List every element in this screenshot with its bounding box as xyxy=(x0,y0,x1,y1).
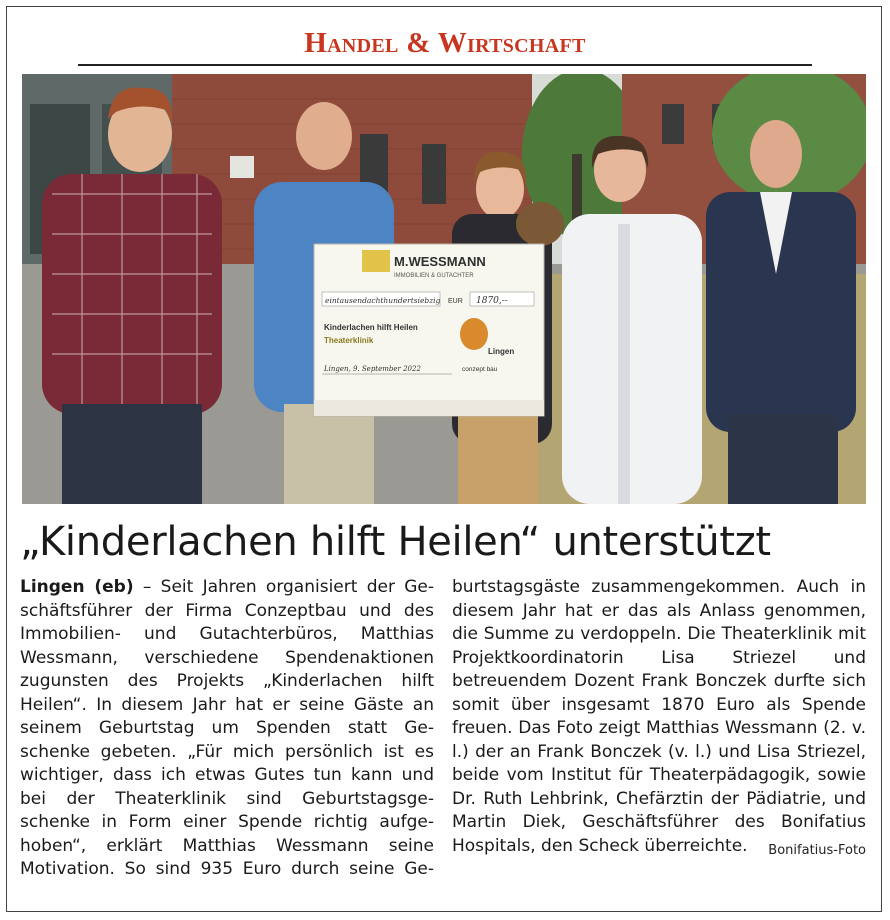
article-lead: Lingen (eb) xyxy=(20,577,134,597)
check-recipient-1: Kinderlachen hilft Heilen xyxy=(324,323,418,332)
check-footer-brand: conzept bau xyxy=(462,366,498,373)
check-amount: 1870,-- xyxy=(476,296,508,306)
check-recipient-2: Theaterklinik xyxy=(324,336,374,345)
article-headline: „Kinderlachen hilft Heilen“ unterstützt xyxy=(20,519,771,565)
check-currency: EUR xyxy=(448,298,463,305)
check-amount-words: eintausendachthundertsiebzig xyxy=(325,296,441,305)
section-title: Handel & Wirtschaft xyxy=(304,27,586,59)
article-paragraph xyxy=(20,576,866,896)
donation-check xyxy=(314,244,544,416)
article-text: – Seit Jahren organisiert der Geschäftsführer der Firma Conzeptbau und des Immobilien- und Gutachterbüros, Matthias Wessmann, verschiedene Spendenaktionen zugunsten des Projekts „Kinderlachen hilft Heilen“. In diesem Jahr hat er seine Gäste an seinem Geburtstag um Spenden statt Geschenke gebeten. „Für mich persönlich ist es wichtiger, dass ich etwas Gutes tun kann und bei der Theaterklinik sind Geburtstagsgeschenke in Form einer Spende richtig aufgehoben“, erklärt Matthias Wessmann seine Motivation. So sind 935 Euro durch seine Geburtstagsgäste zusammengekommen. Auch in diesem Jahr hat er das als Anlass genommen, die Summe zu verdoppeln. Die Theaterklinik mit Projektkoordinatorin Lisa Striezel und betreuendem Dozent Frank Bonczek durfte sich somit über insgesamt 1870 Euro als Spende freuen. Das Foto zeigt Matthias Wessmann (2. v. l.) der an Frank Bonczek (v. l.) und Lisa Striezel, beide vom Institut für Theaterpädagogik, sowie Dr. Ruth Lehbrink, Chefärztin der Pädiatrie, und Martin Diek, Geschäftsführer des Bonifatius Hospitals, den Scheck überreichte. xyxy=(20,577,866,879)
check-brand-sub: IMMOBILIEN & GUTACHTER xyxy=(394,273,474,279)
section-rule xyxy=(78,64,812,66)
check-date: Lingen, 9. September 2022 xyxy=(324,365,421,373)
photo-illustration xyxy=(22,74,866,504)
check-recipient-3: Lingen xyxy=(488,347,515,356)
article-photo xyxy=(22,74,866,504)
photo-credit: Bonifatius-Foto xyxy=(768,842,866,858)
article-body xyxy=(20,576,866,896)
check-brand: M.WESSMANN xyxy=(394,254,486,269)
